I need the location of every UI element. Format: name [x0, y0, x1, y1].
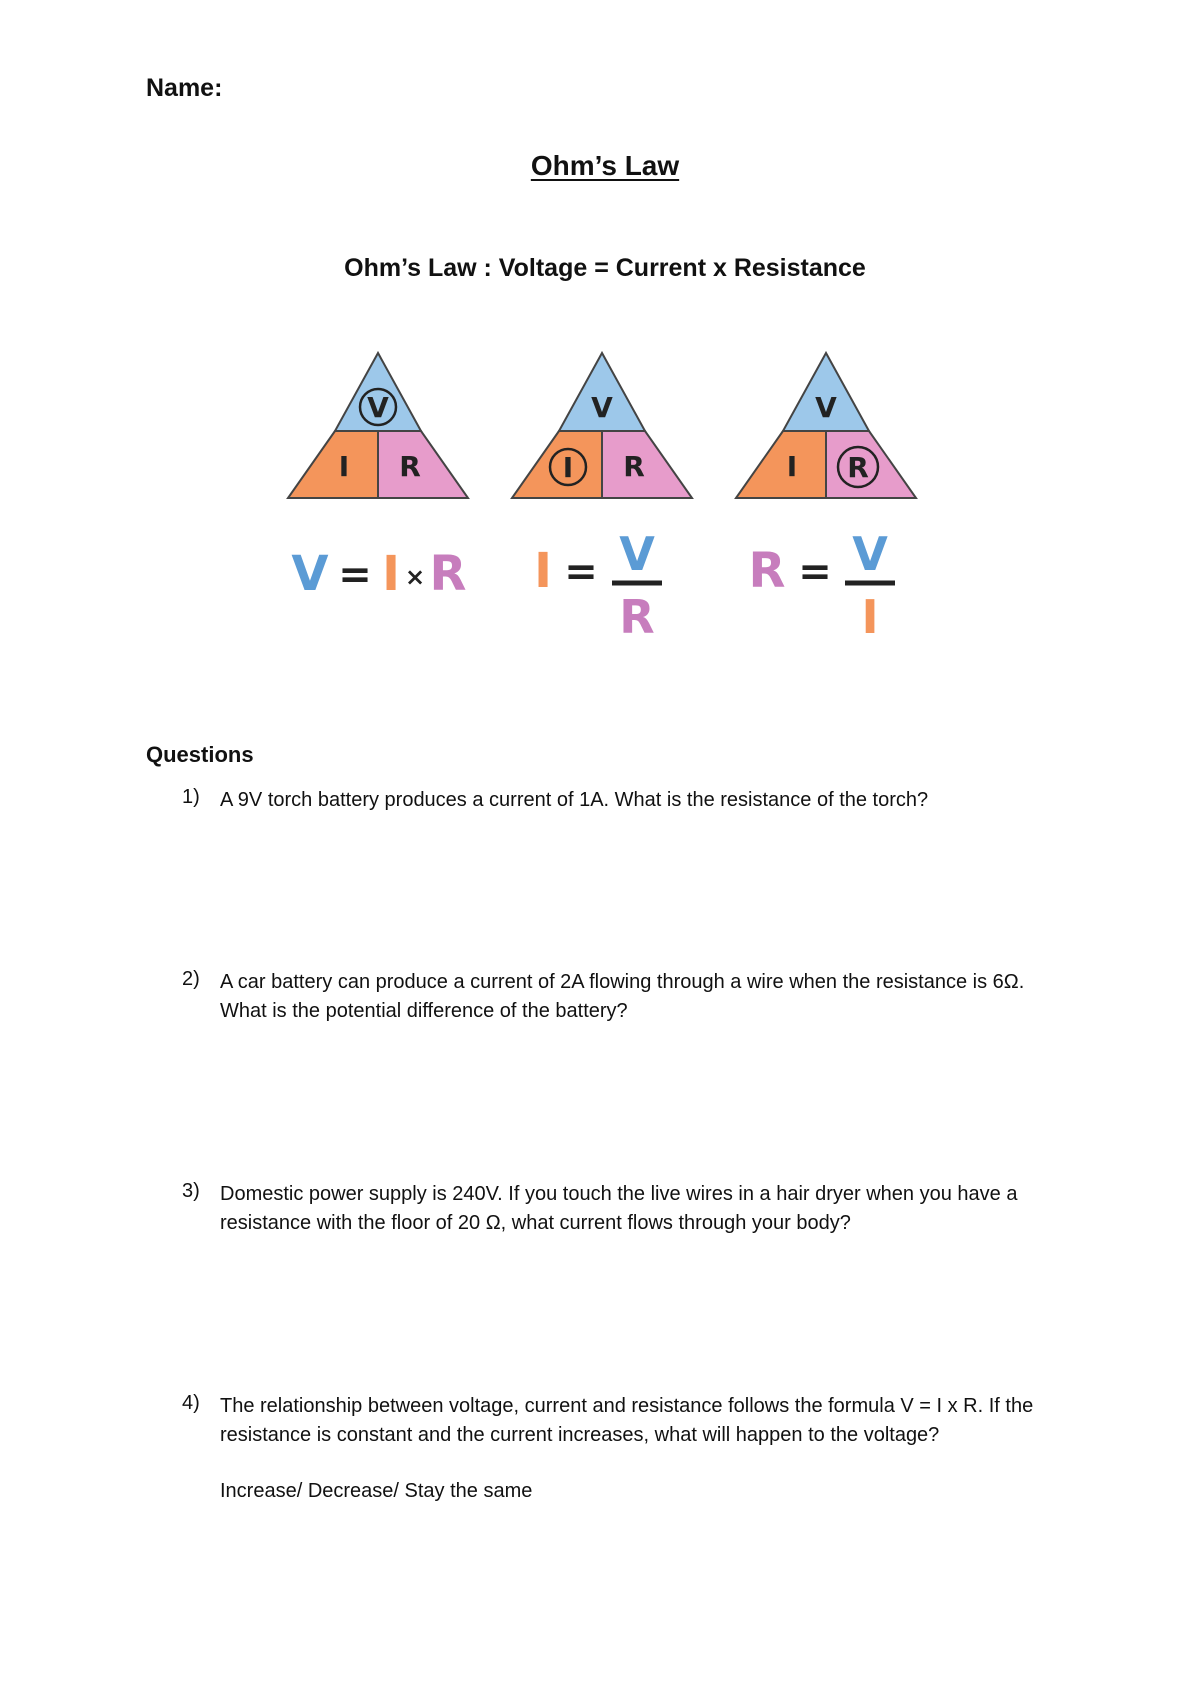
name-label: Name: [146, 74, 223, 102]
formula-symbol: = [798, 549, 832, 595]
formula-symbol: V [852, 527, 888, 581]
formula-symbol: R [619, 590, 655, 644]
question-text: A car battery can produce a current of 2A flowing through a wire when the resistance is 6Ω. What is the potential difference of the battery? [220, 971, 1025, 1022]
triangle-label: R [847, 451, 869, 484]
formula-symbol: V [619, 527, 655, 581]
formula-symbol: = [564, 549, 598, 595]
triangle-label: I [786, 450, 798, 483]
formula-r-equals-v-over-i [749, 527, 895, 644]
formula-symbol: I [861, 590, 879, 644]
answer-options: Increase/ Decrease/ Stay the same [220, 1480, 533, 1502]
formula-v-equals-i-times-r [291, 546, 466, 602]
question-number: 2) [182, 968, 200, 990]
triangle-label: R [399, 450, 421, 483]
formula-symbol: I [382, 546, 400, 602]
question-number: 4) [182, 1392, 200, 1414]
triangle-label: I [562, 451, 574, 484]
triangle-label: R [623, 450, 645, 483]
question-number: 3) [182, 1180, 200, 1202]
formula-symbol: R [429, 546, 467, 602]
question-text: A 9V torch battery produces a current of 1A. What is the resistance of the torch? [220, 789, 929, 811]
formula-symbol: × [404, 563, 426, 591]
page-title: Ohm’s Law [530, 150, 680, 181]
triangle-r-circled [736, 353, 916, 498]
formula-symbol: = [338, 552, 372, 598]
triangle-v-circled [288, 353, 468, 498]
triangle-i-circled [512, 353, 692, 498]
triangle-label: I [338, 450, 350, 483]
triangle-label: V [367, 391, 389, 424]
formula-symbol: V [291, 546, 329, 602]
law-statement: Ohm’s Law : Voltage = Current x Resistance [344, 254, 866, 282]
questions-heading: Questions [146, 742, 254, 767]
triangle-label: V [815, 391, 837, 424]
ohms-law-triangles-diagram [280, 345, 940, 655]
formula-symbol: I [534, 543, 552, 599]
question-text: The relationship between voltage, current and resistance follows the formula V = I x R. If the resistance is constant and the current increases, what will happen to the voltage? [220, 1395, 1034, 1446]
question-number: 1) [182, 786, 200, 808]
formula-symbol: R [748, 543, 786, 599]
formula-i-equals-v-over-r [534, 527, 662, 644]
question-text: Domestic power supply is 240V. If you touch the live wires in a hair dryer when you have a resistance with the floor of 20 Ω, what current flows through your body? [220, 1183, 1018, 1234]
triangle-label: V [591, 391, 613, 424]
